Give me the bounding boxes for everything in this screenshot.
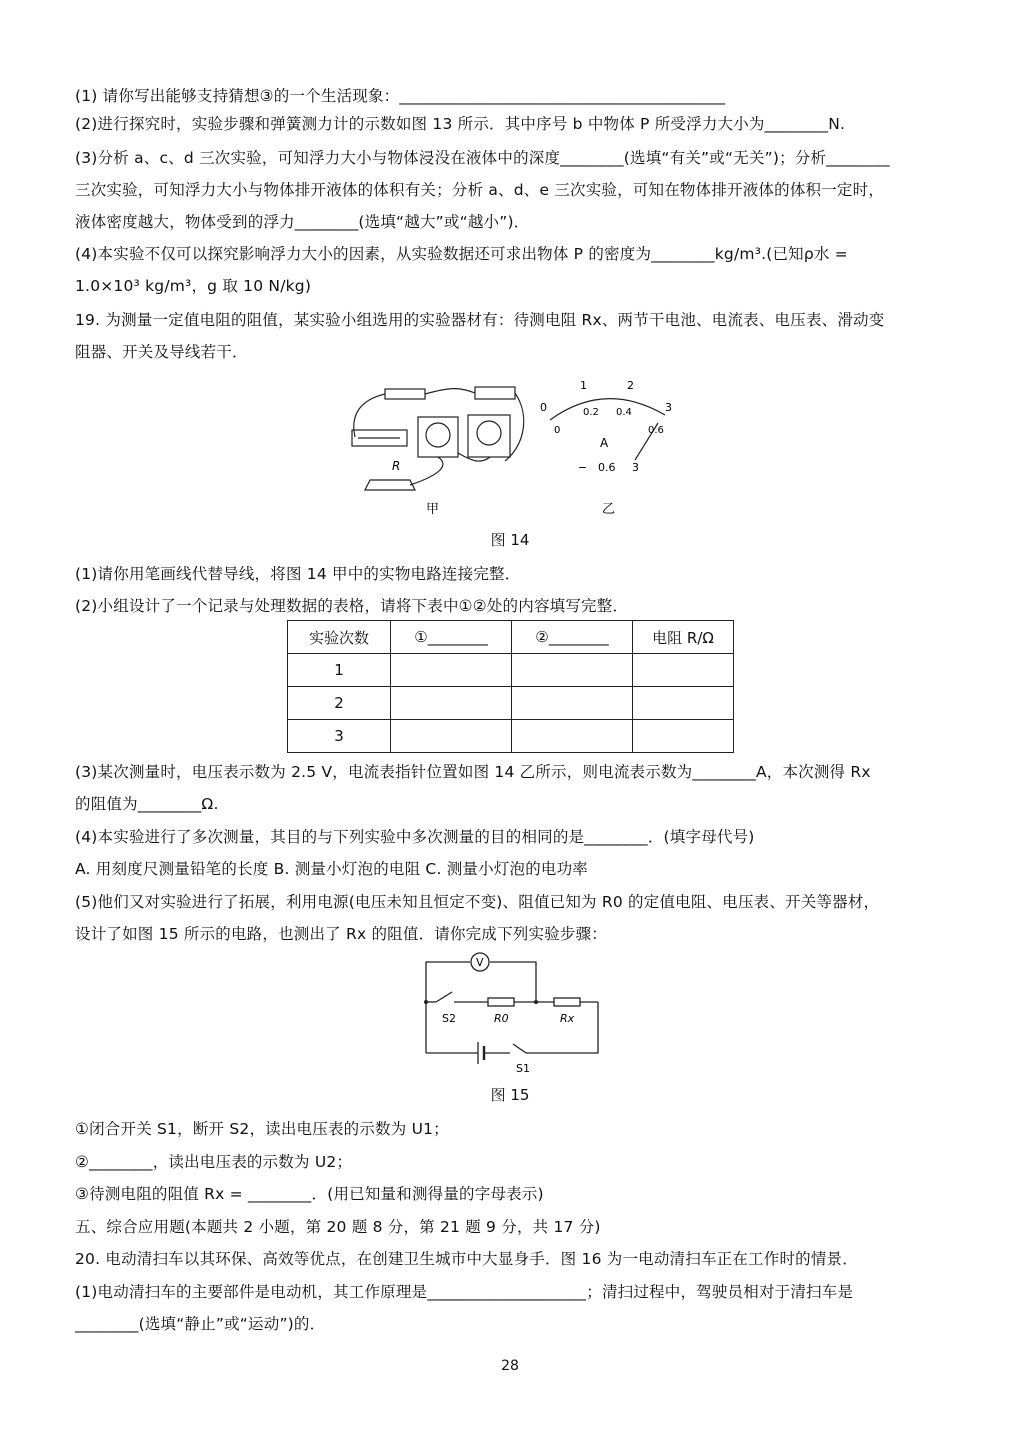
switch-s2-label: S2 <box>442 1012 456 1025</box>
table-cell: 3 <box>288 720 391 753</box>
q19-part4: (4)本实验进行了多次测量，其目的与下列实验中多次测量的目的相同的是________．(填字母代号) <box>75 828 755 846</box>
table-cell <box>391 687 512 720</box>
lower-tick-0.2: 0.2 <box>583 407 599 418</box>
table-header: 电阻 R/Ω <box>633 621 734 654</box>
q18-part3-line3: 液体密度越大，物体受到的浮力________(选填“越大”或“越小”)． <box>75 213 530 231</box>
q18-part3-line2: 三次实验，可知浮力大小与物体排开液体的体积有关；分析 a、d、e 三次实验，可知在物体排开液体的体积一定时， <box>75 181 885 199</box>
table-row <box>288 720 734 753</box>
resistor-label: R <box>392 459 401 473</box>
q20-part1-line2: ________(选填“静止”或“运动”)的． <box>75 1315 326 1333</box>
upper-tick-2: 2 <box>627 379 634 392</box>
table-cell <box>633 654 734 687</box>
voltmeter-label: V <box>476 956 484 969</box>
figure-14 <box>340 375 700 520</box>
table-cell <box>512 720 633 753</box>
table-cell: 1 <box>288 654 391 687</box>
table-header: ②________ <box>512 621 633 654</box>
table-header: 实验次数 <box>288 621 391 654</box>
q18-part4-line2: 1.0×10³ kg/m³，g 取 10 N/kg) <box>75 277 312 295</box>
data-table <box>287 620 734 753</box>
terminal-3: 3 <box>632 461 639 474</box>
table-cell <box>391 720 512 753</box>
q19-step2: ②________，读出电压表的示数为 U2； <box>75 1153 353 1171</box>
lower-tick-0: 0 <box>554 425 561 436</box>
q18-part4-line1: (4)本实验不仅可以探究影响浮力大小的因素，从实验数据还可求出物体 P 的密度为________kg/m³.(已知ρ水 = <box>75 245 848 263</box>
lower-tick-0.6: 0.6 <box>648 425 664 436</box>
q18-part1: (1) 请你写出能够支持猜想③的一个生活现象：_________________________________________ <box>75 87 726 105</box>
q19-part5-line2: 设计了如图 15 所示的电路，也测出了 Rx 的阻值．请你完成下列实验步骤： <box>75 925 607 943</box>
q18-part2: (2)进行探究时，实验步骤和弹簧测力计的示数如图 13 所示．其中序号 b 中物体 P 所受浮力大小为________N. <box>75 115 846 133</box>
r0-label: R0 <box>494 1012 509 1025</box>
terminal-0.6: 0.6 <box>598 461 616 474</box>
q19-part2: (2)小组设计了一个记录与处理数据的表格，请将下表中①②处的内容填写完整． <box>75 597 629 615</box>
q20-stem: 20. 电动清扫车以其环保、高效等优点，在创建卫生城市中大显身手．图 16 为一电动清扫车正在工作时的情景． <box>75 1250 858 1268</box>
upper-tick-3: 3 <box>665 401 672 414</box>
figure-14-caption: 图 14 <box>490 531 530 549</box>
figure-14-left-label: 甲 <box>426 502 440 517</box>
junction-node <box>424 1000 428 1004</box>
q19-stem-line1: 19. 为测量一定值电阻的阻值，某实验小组选用的实验器材有：待测电阻 Rx、两节干电池、电流表、电压表、滑动变 <box>75 311 885 329</box>
page-number: 28 <box>501 1358 519 1374</box>
upper-tick-1: 1 <box>580 379 587 392</box>
upper-tick-0: 0 <box>540 401 547 414</box>
q19-part1: (1)请你用笔画线代替导线，将图 14 甲中的实物电路连接完整． <box>75 565 521 583</box>
meter-label: A <box>600 436 609 450</box>
figure-14-apparatus <box>352 387 524 490</box>
figure-15 <box>418 950 603 1075</box>
q19-step1: ①闭合开关 S1，断开 S2，读出电压表的示数为 U1； <box>75 1120 449 1138</box>
figure-15-caption: 图 15 <box>490 1086 530 1104</box>
table-row <box>288 687 734 720</box>
q19-part5-line1: (5)他们又对实验进行了拓展，利用电源(电压未知且恒定不变)、阻值已知为 R0 的定值电阻、电压表、开关等器材， <box>75 893 880 911</box>
table-cell <box>391 654 512 687</box>
table-cell <box>512 654 633 687</box>
table-header-row <box>288 621 734 654</box>
switch-s1-label: S1 <box>516 1062 530 1075</box>
table-cell <box>633 720 734 753</box>
figure-14-right-label: 乙 <box>602 502 616 517</box>
q19-part3-line2: 的阻值为________Ω. <box>75 795 219 813</box>
table-header: ①________ <box>391 621 512 654</box>
q19-stem-line2: 阻器、开关及导线若干． <box>75 343 248 361</box>
terminal-negative: − <box>578 461 588 474</box>
q20-part1-line1: (1)电动清扫车的主要部件是电动机，其工作原理是____________________；清扫过程中，驾驶员相对于清扫车是 <box>75 1283 854 1301</box>
junction-node <box>534 1000 538 1004</box>
q19-part4-options: A. 用刻度尺测量铅笔的长度 B. 测量小灯泡的电阻 C. 测量小灯泡的电功率 <box>75 860 589 878</box>
q19-part3-line1: (3)某次测量时，电压表示数为 2.5 V，电流表指针位置如图 14 乙所示，则电流表示数为________A，本次测得 Rx <box>75 763 871 781</box>
q18-part3-line1: (3)分析 a、c、d 三次实验，可知浮力大小与物体浸没在液体中的深度________(选填“有关”或“无关”)；分析________ <box>75 149 890 167</box>
lower-tick-0.4: 0.4 <box>616 407 632 418</box>
table-cell <box>633 687 734 720</box>
table-cell <box>512 687 633 720</box>
q19-step3: ③待测电阻的阻值 Rx = ________．(用已知量和测得量的字母表示) <box>75 1185 544 1203</box>
rx-label: Rx <box>560 1012 575 1025</box>
section-five-heading: 五、综合应用题(本题共 2 小题，第 20 题 8 分，第 21 题 9 分，共 17 分) <box>75 1218 601 1236</box>
table-cell: 2 <box>288 687 391 720</box>
table-row <box>288 654 734 687</box>
